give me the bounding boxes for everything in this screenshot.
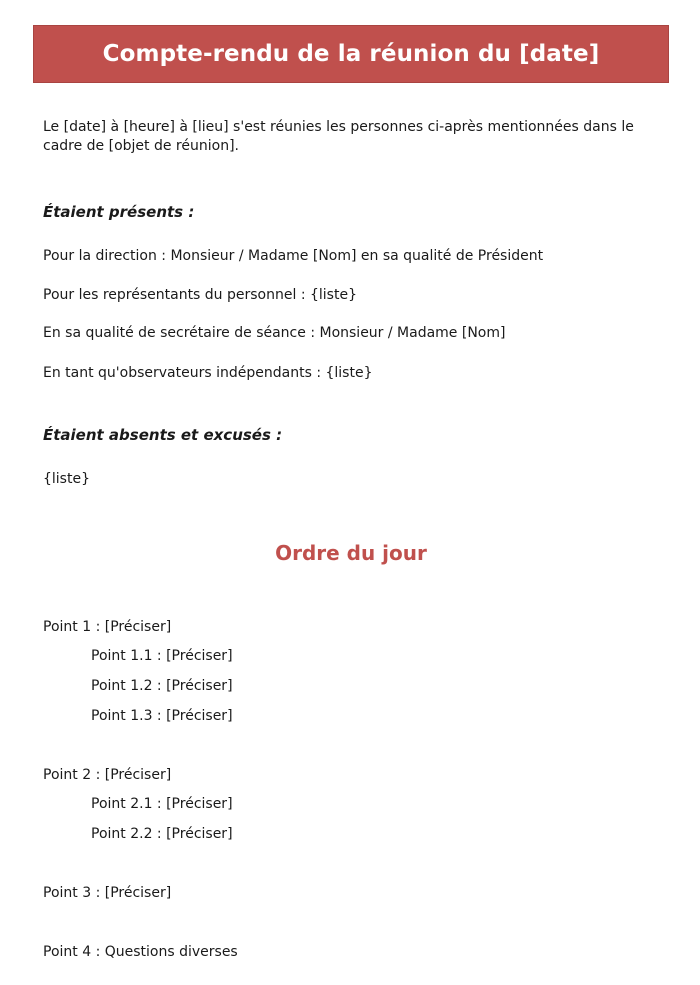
agenda-point-1: Point 1 : [Préciser] (43, 619, 172, 635)
intro-paragraph: Le [date] à [heure] à [lieu] s'est réunies les personnes ci-après mentionnées dans le cadre de [objet de réunion]. (43, 119, 634, 154)
agenda-subpoint-1-2: Point 1.2 : [Préciser] (91, 678, 233, 694)
absent-list: {liste} (43, 471, 90, 487)
agenda-subpoint-2-1: Point 2.1 : [Préciser] (91, 796, 233, 812)
agenda-heading: Ordre du jour (275, 541, 427, 565)
agenda-subpoint-1-3: Point 1.3 : [Préciser] (91, 708, 233, 724)
absent-heading: Étaient absents et excusés : (43, 426, 283, 444)
agenda-point-2: Point 2 : [Préciser] (43, 767, 172, 783)
agenda-subpoint-1-1: Point 1.1 : [Préciser] (91, 648, 233, 664)
title-banner (33, 25, 669, 83)
present-line: En sa qualité de secrétaire de séance : Monsieur / Madame [Nom] (43, 325, 506, 341)
present-heading: Étaient présents : (43, 203, 195, 221)
document-title: Compte-rendu de la réunion du [date] (102, 41, 600, 67)
present-line: Pour la direction : Monsieur / Madame [Nom] en sa qualité de Président (43, 248, 544, 264)
agenda-subpoint-2-2: Point 2.2 : [Préciser] (91, 826, 233, 842)
present-line: En tant qu'observateurs indépendants : {liste} (43, 365, 373, 381)
agenda-point-3: Point 3 : [Préciser] (43, 885, 172, 901)
agenda-point-4: Point 4 : Questions diverses (43, 944, 238, 960)
present-line: Pour les représentants du personnel : {liste} (43, 287, 357, 303)
